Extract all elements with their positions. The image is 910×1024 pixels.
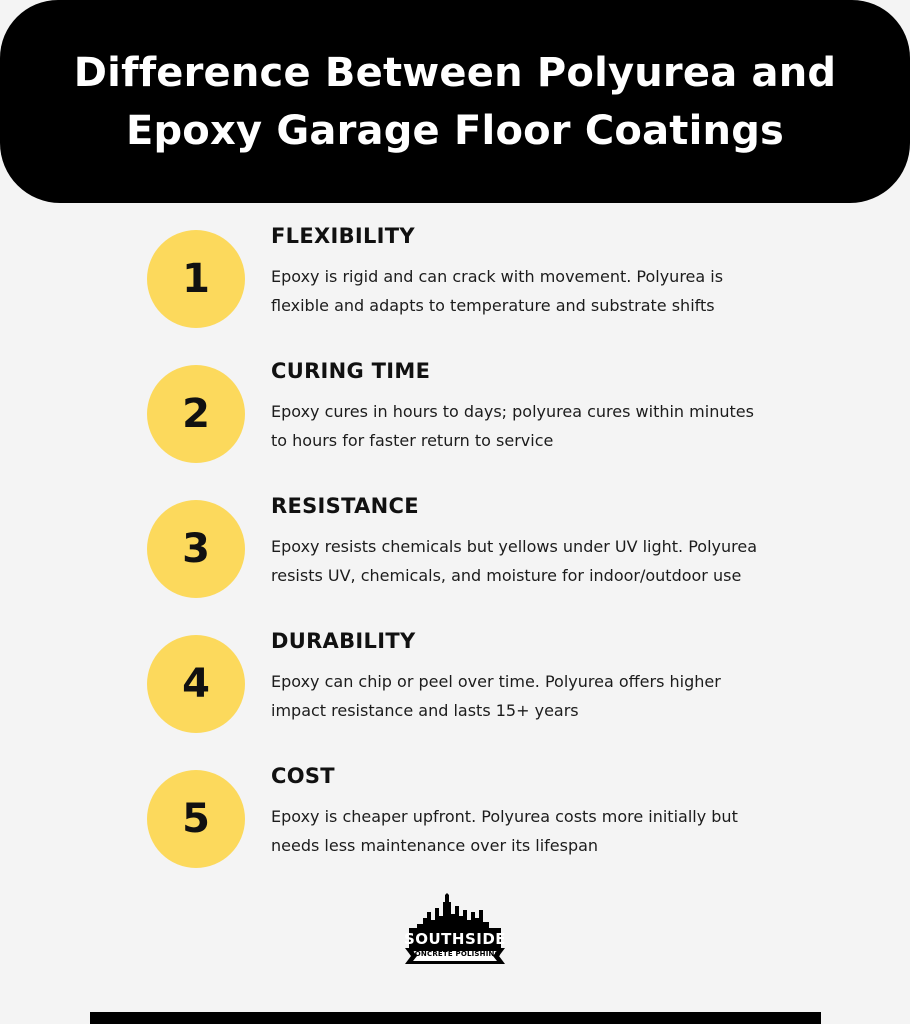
logo-tagline: CONCRETE POLISHING (409, 950, 501, 958)
item-title: RESISTANCE (271, 494, 419, 518)
list-item (147, 359, 787, 475)
number-badge: 5 (147, 770, 245, 868)
item-text: Epoxy is rigid and can crack with movement. Polyurea is flexible and adapts to temperature and substrate shifts (271, 267, 724, 315)
number-badge: 1 (147, 230, 245, 328)
item-text: Epoxy is cheaper upfront. Polyurea costs more initially but needs less maintenance over its lifespan (271, 807, 738, 855)
item-title: DURABILITY (271, 629, 416, 653)
footer-bar (90, 1012, 821, 1024)
company-logo (403, 890, 507, 980)
number-badge: 3 (147, 500, 245, 598)
list-item (147, 224, 787, 340)
number-badge: 2 (147, 365, 245, 463)
item-text: Epoxy can chip or peel over time. Polyurea offers higher impact resistance and lasts 15+ years (271, 672, 721, 720)
list-item (147, 764, 787, 880)
item-title: FLEXIBILITY (271, 224, 415, 248)
list-item (147, 629, 787, 745)
item-title: CURING TIME (271, 359, 431, 383)
number-badge: 4 (147, 635, 245, 733)
title-line-1: Difference Between Polyurea and (73, 49, 837, 96)
item-text: Epoxy cures in hours to days; polyurea cures within minutes to hours for faster return to service (271, 402, 754, 450)
page-title (34, 44, 876, 160)
logo-name: SOUTHSIDE (403, 930, 507, 948)
title-line-2: Epoxy Garage Floor Coatings (125, 107, 785, 154)
item-title: COST (271, 764, 335, 788)
header-banner (0, 0, 910, 203)
list-item (147, 494, 787, 610)
item-text: Epoxy resists chemicals but yellows under UV light. Polyurea resists UV, chemicals, and moisture for indoor/outdoor use (271, 537, 758, 585)
